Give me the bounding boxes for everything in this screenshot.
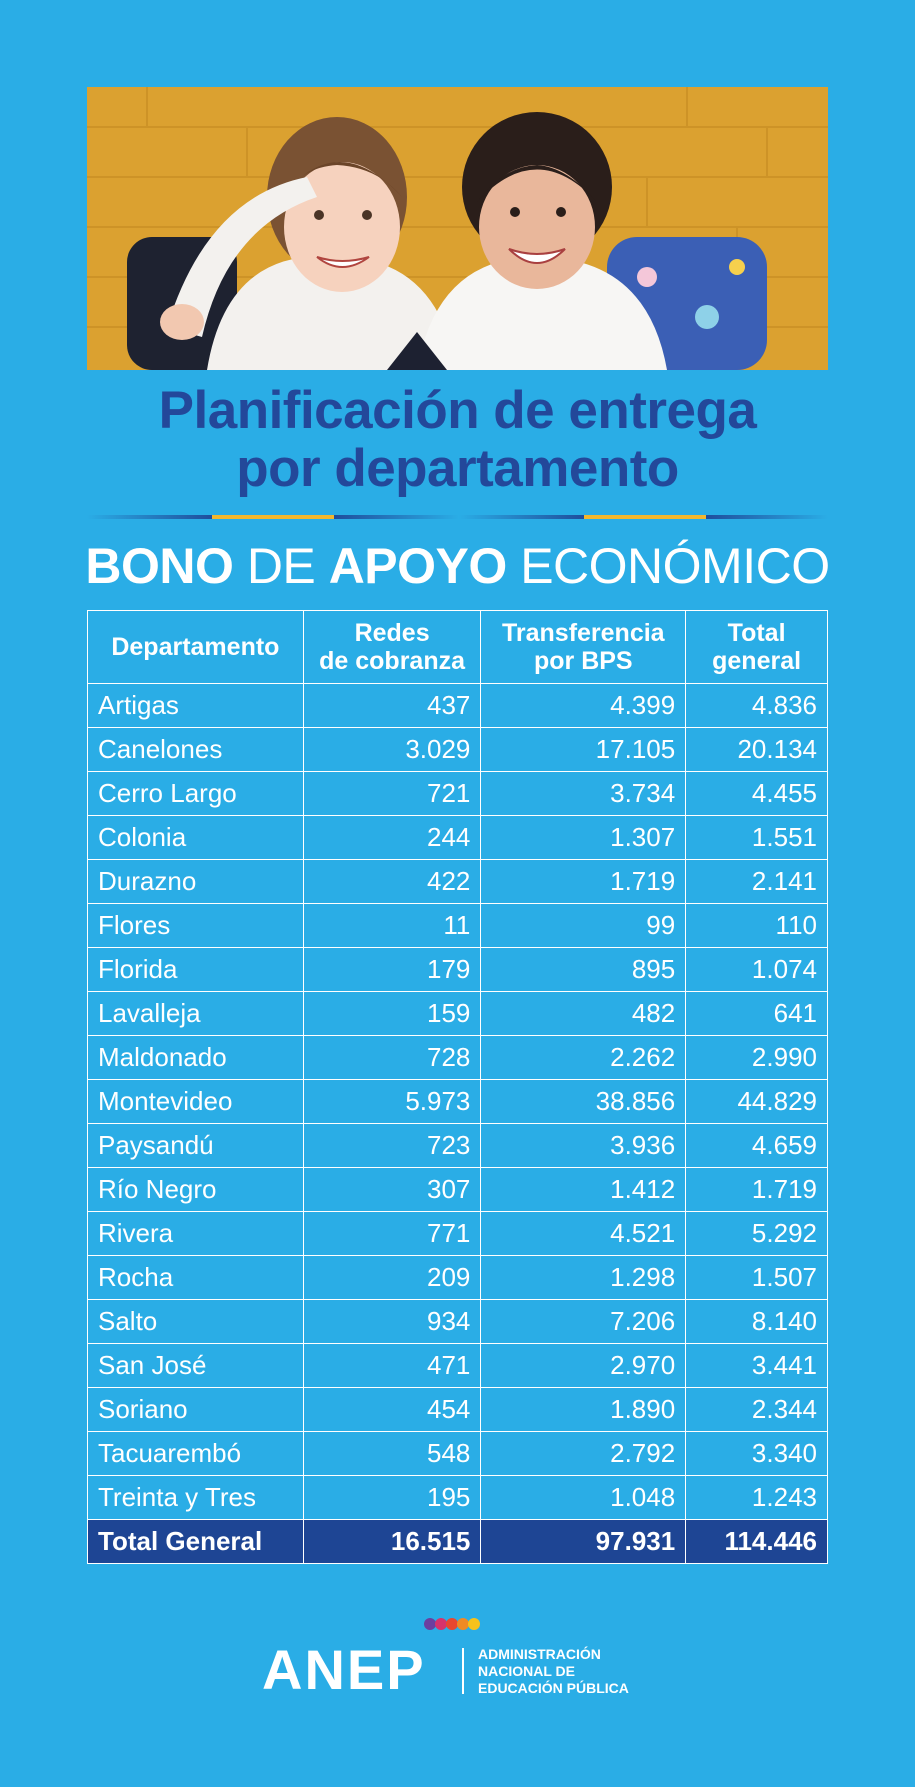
cell-total: 5.292: [686, 1212, 828, 1256]
logo-divider: [462, 1648, 464, 1694]
total-general: 114.446: [686, 1520, 828, 1564]
cell-transferencia: 1.719: [481, 860, 686, 904]
cell-transferencia: 7.206: [481, 1300, 686, 1344]
total-redes: 16.515: [303, 1520, 481, 1564]
cell-total: 1.507: [686, 1256, 828, 1300]
cell-total: 2.141: [686, 860, 828, 904]
cell-redes: 548: [303, 1432, 481, 1476]
table-row: [88, 684, 828, 728]
page-title: [0, 382, 915, 498]
photo-two-girls-icon: [87, 87, 828, 370]
title-divider: [87, 514, 828, 520]
title-line-1: Planificación de entrega: [158, 381, 757, 440]
table-row: [88, 816, 828, 860]
cell-departamento: Paysandú: [88, 1124, 304, 1168]
cell-total: 44.829: [686, 1080, 828, 1124]
logo-dots: [424, 1618, 479, 1630]
total-bps: 97.931: [481, 1520, 686, 1564]
cell-redes: 244: [303, 816, 481, 860]
cell-redes: 159: [303, 992, 481, 1036]
cell-redes: 307: [303, 1168, 481, 1212]
cell-transferencia: 38.856: [481, 1080, 686, 1124]
cell-redes: 437: [303, 684, 481, 728]
table-row: [88, 992, 828, 1036]
cell-departamento: Lavalleja: [88, 992, 304, 1036]
cell-total: 4.455: [686, 772, 828, 816]
table-row: [88, 1256, 828, 1300]
cell-redes: 179: [303, 948, 481, 992]
subtitle-word-economico: ECONÓMICO: [520, 538, 830, 594]
cell-departamento: Río Negro: [88, 1168, 304, 1212]
cell-transferencia: 1.307: [481, 816, 686, 860]
total-label: Total General: [88, 1520, 304, 1564]
cell-transferencia: 17.105: [481, 728, 686, 772]
cell-departamento: Rocha: [88, 1256, 304, 1300]
header-redes: Redes de cobranza: [303, 611, 481, 684]
table-row: [88, 728, 828, 772]
cell-redes: 5.973: [303, 1080, 481, 1124]
cell-redes: 195: [303, 1476, 481, 1520]
distribution-table: [87, 610, 828, 1564]
table-row: [88, 772, 828, 816]
header-departamento: Departamento: [88, 611, 304, 684]
cell-transferencia: 3.734: [481, 772, 686, 816]
table-row: [88, 1300, 828, 1344]
table-row: [88, 1080, 828, 1124]
cell-transferencia: 3.936: [481, 1124, 686, 1168]
cell-departamento: Colonia: [88, 816, 304, 860]
cell-transferencia: 99: [481, 904, 686, 948]
cell-redes: 11: [303, 904, 481, 948]
cell-transferencia: 4.399: [481, 684, 686, 728]
cell-total: 1.074: [686, 948, 828, 992]
cell-departamento: Flores: [88, 904, 304, 948]
cell-departamento: Soriano: [88, 1388, 304, 1432]
cell-redes: 721: [303, 772, 481, 816]
cell-redes: 771: [303, 1212, 481, 1256]
cell-total: 1.551: [686, 816, 828, 860]
cell-total: 2.344: [686, 1388, 828, 1432]
header-photo: [87, 87, 828, 370]
cell-total: 3.340: [686, 1432, 828, 1476]
table-row: [88, 860, 828, 904]
table-row: [88, 1344, 828, 1388]
subtitle-word-bono: BONO: [85, 538, 234, 594]
cell-total: 1.243: [686, 1476, 828, 1520]
cell-redes: 728: [303, 1036, 481, 1080]
cell-transferencia: 4.521: [481, 1212, 686, 1256]
cell-departamento: Maldonado: [88, 1036, 304, 1080]
cell-total: 641: [686, 992, 828, 1036]
table-row: [88, 904, 828, 948]
cell-departamento: Cerro Largo: [88, 772, 304, 816]
cell-redes: 471: [303, 1344, 481, 1388]
cell-departamento: Canelones: [88, 728, 304, 772]
cell-transferencia: 1.890: [481, 1388, 686, 1432]
table-row: [88, 1476, 828, 1520]
cell-departamento: San José: [88, 1344, 304, 1388]
cell-departamento: Salto: [88, 1300, 304, 1344]
logo-dot: [468, 1618, 480, 1630]
total-row: [88, 1520, 828, 1564]
anep-logo: [262, 1618, 682, 1701]
table-row: [88, 1036, 828, 1080]
cell-total: 4.659: [686, 1124, 828, 1168]
table-row: [88, 1168, 828, 1212]
cell-transferencia: 2.792: [481, 1432, 686, 1476]
cell-redes: 422: [303, 860, 481, 904]
cell-transferencia: 1.048: [481, 1476, 686, 1520]
cell-redes: 454: [303, 1388, 481, 1432]
cell-transferencia: 482: [481, 992, 686, 1036]
subtitle: [0, 536, 915, 596]
header-total: Total general: [686, 611, 828, 684]
cell-total: 2.990: [686, 1036, 828, 1080]
subtitle-word-de: DE: [246, 538, 316, 594]
cell-redes: 723: [303, 1124, 481, 1168]
agency-name: ADMINISTRACIÓN NACIONAL DE EDUCACIÓN PÚBLICA: [478, 1646, 629, 1696]
cell-transferencia: 895: [481, 948, 686, 992]
cell-departamento: Florida: [88, 948, 304, 992]
cell-departamento: Rivera: [88, 1212, 304, 1256]
logo-wordmark: ANEP: [262, 1638, 426, 1701]
cell-transferencia: 1.412: [481, 1168, 686, 1212]
table-row: [88, 1124, 828, 1168]
cell-departamento: Treinta y Tres: [88, 1476, 304, 1520]
subtitle-word-apoyo: APOYO: [328, 538, 507, 594]
table-header-row: [88, 611, 828, 684]
cell-departamento: Durazno: [88, 860, 304, 904]
table-row: [88, 1432, 828, 1476]
table-row: [88, 948, 828, 992]
table-row: [88, 1212, 828, 1256]
cell-total: 8.140: [686, 1300, 828, 1344]
cell-total: 20.134: [686, 728, 828, 772]
cell-redes: 3.029: [303, 728, 481, 772]
cell-total: 110: [686, 904, 828, 948]
cell-transferencia: 2.262: [481, 1036, 686, 1080]
cell-redes: 934: [303, 1300, 481, 1344]
cell-redes: 209: [303, 1256, 481, 1300]
cell-total: 4.836: [686, 684, 828, 728]
cell-departamento: Montevideo: [88, 1080, 304, 1124]
table-row: [88, 1388, 828, 1432]
cell-total: 3.441: [686, 1344, 828, 1388]
cell-total: 1.719: [686, 1168, 828, 1212]
header-transferencia: Transferencia por BPS: [481, 611, 686, 684]
cell-departamento: Tacuarembó: [88, 1432, 304, 1476]
title-line-2: por departamento: [236, 439, 679, 498]
cell-departamento: Artigas: [88, 684, 304, 728]
cell-transferencia: 2.970: [481, 1344, 686, 1388]
cell-transferencia: 1.298: [481, 1256, 686, 1300]
